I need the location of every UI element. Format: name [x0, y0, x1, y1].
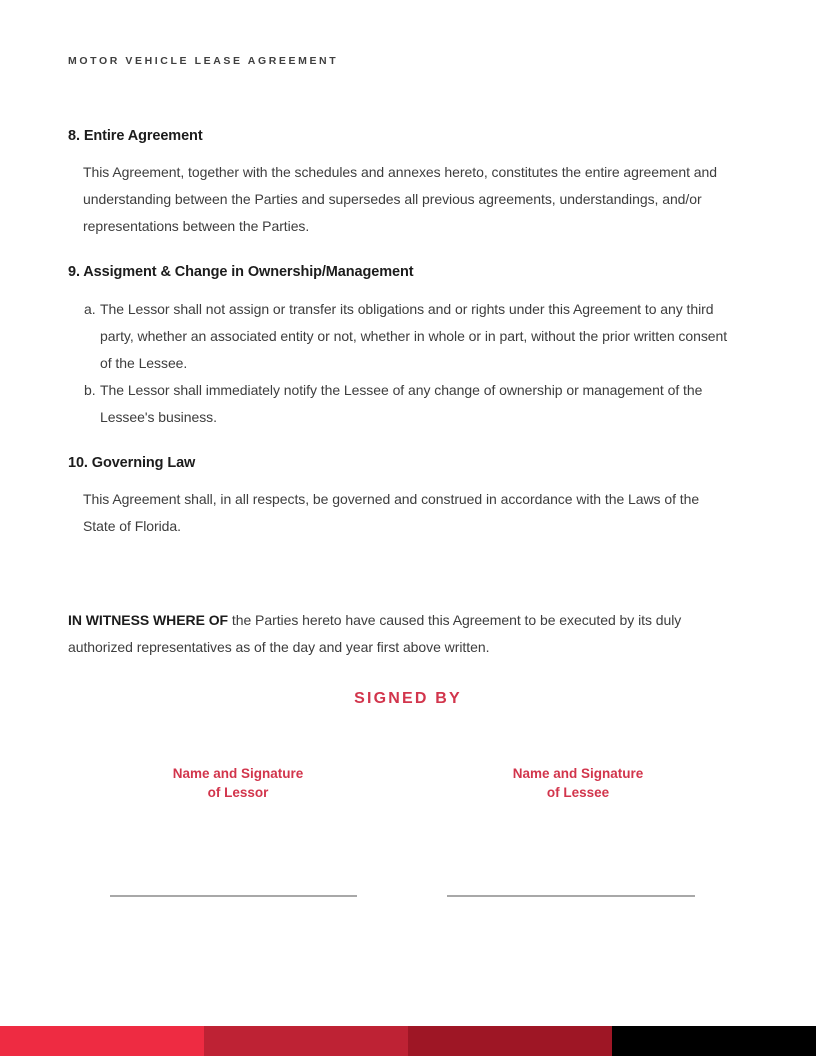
footer-band-1: [0, 1026, 204, 1056]
running-header-title: MOTOR VEHICLE LEASE AGREEMENT: [68, 55, 339, 67]
section-heading: 8. Entire Agreement: [68, 128, 203, 144]
signature-line-lessor[interactable]: [110, 895, 357, 897]
lettered-list: [68, 296, 728, 431]
section-paragraph: This Agreement, together with the schedules and annexes hereto, constitutes the entire agreement and understanding between the Parties and supersedes all previous agreements, understandings, and/or representations between the Parties.: [83, 164, 717, 235]
signature-area: [68, 764, 748, 802]
section-heading: 10. Governing Law: [68, 454, 196, 471]
signature-label-line2: of Lessor: [207, 785, 269, 800]
section-heading: 9. Assigment & Change in Ownership/Management: [68, 264, 414, 281]
footer-band-4: [612, 1026, 816, 1056]
signed-by-title: SIGNED BY: [354, 690, 462, 707]
list-item: [68, 377, 728, 431]
list-item-text: The Lessor shall not assign or transfer its obligations and or rights under this Agreement to any third party, whether an associated entity or not, whether in whole or in part, without the prior written consent of the Lessee.: [100, 300, 728, 371]
signature-label-line1: Name and Signature: [512, 766, 644, 781]
list-item: [68, 296, 728, 377]
witness-clause: [68, 607, 728, 661]
signature-line-lessee[interactable]: [447, 895, 695, 897]
signature-label-line1: Name and Signature: [172, 766, 304, 781]
list-item-marker: b.: [84, 381, 96, 398]
footer-color-bands: [0, 1026, 816, 1056]
footer-band-2: [204, 1026, 408, 1056]
section-governing-law: [68, 455, 728, 540]
document-body: [68, 128, 728, 540]
list-item-marker: a.: [84, 300, 96, 317]
witness-clause-lead: IN WITNESS WHERE OF: [68, 612, 229, 628]
list-item-text: The Lessor shall immediately notify the Lessee of any change of ownership or management of the Lessee's business.: [100, 381, 703, 425]
signature-label-lessee: [408, 764, 748, 802]
signature-block-lessee: [408, 764, 748, 802]
witness-clause-text: the Parties hereto have caused this Agreement to be executed by its duly authorized representatives as of the day and year first above written.: [68, 612, 682, 655]
section-assignment-change-ownership: [68, 264, 728, 430]
signature-block-lessor: [68, 764, 408, 802]
section-paragraph: This Agreement shall, in all respects, be governed and construed in accordance with the Laws of the State of Florida.: [83, 491, 700, 535]
footer-band-3: [408, 1026, 612, 1056]
signature-label-lessor: [68, 764, 408, 802]
signature-label-line2: of Lessee: [546, 785, 610, 800]
section-entire-agreement: [68, 128, 728, 240]
